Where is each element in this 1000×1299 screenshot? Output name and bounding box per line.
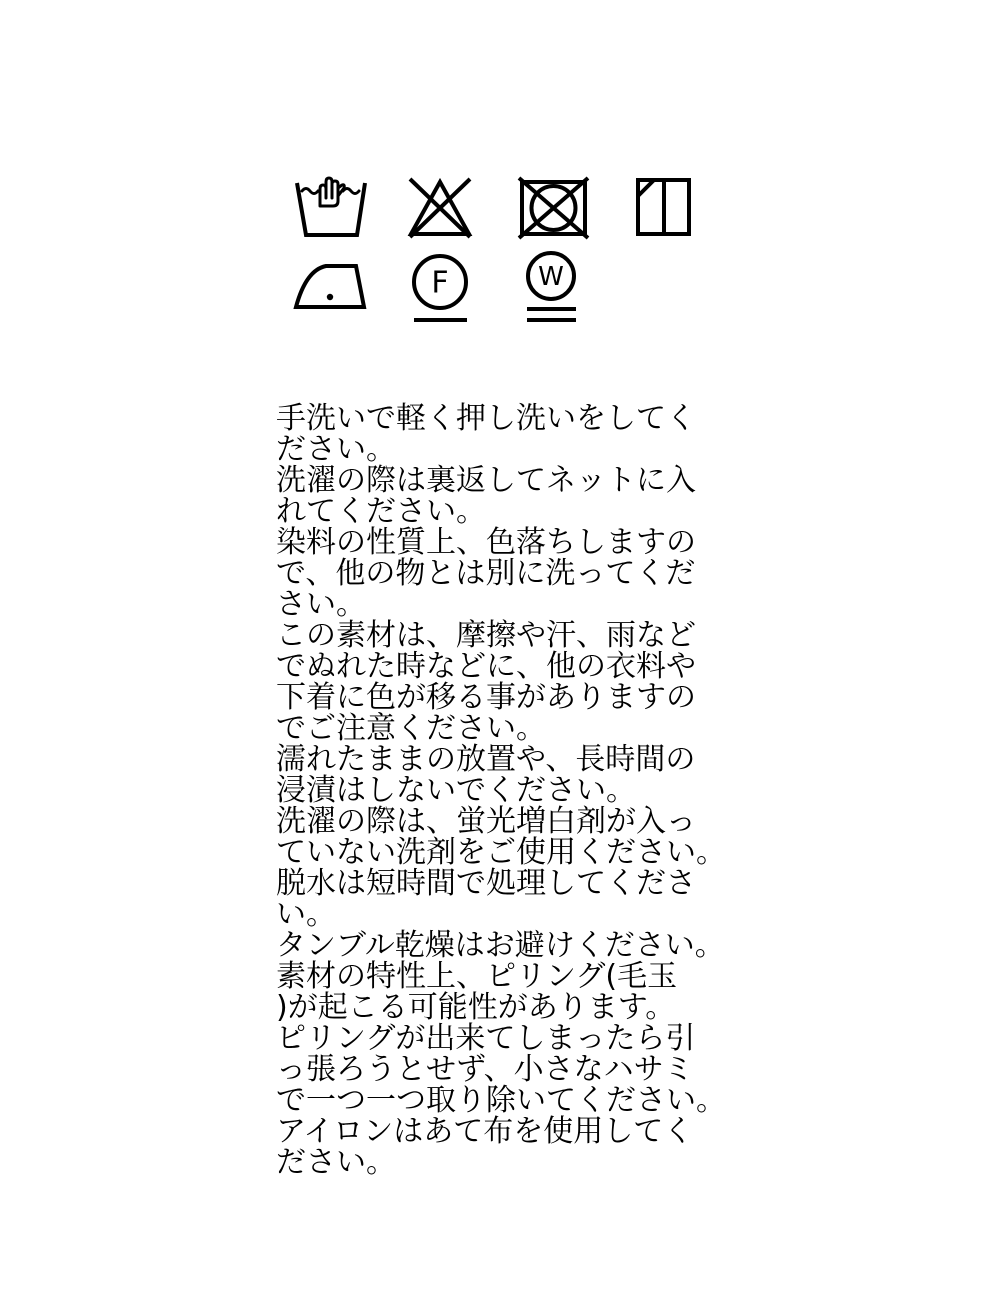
instruction-line: タンブル乾燥はお避けください。	[276, 928, 725, 963]
instruction-line: で一つ一つ取り除いてください。	[276, 1083, 726, 1118]
wet-clean-letter: W	[538, 262, 564, 292]
instruction-line: 下着に色が移る事がありますの	[276, 680, 696, 715]
line-dry-shade-icon	[630, 172, 696, 242]
instruction-line: 染料の性質上、色落ちしますの	[276, 525, 696, 560]
hand-wash-icon	[292, 172, 370, 242]
instruction-line: 濡れたままの放置や、長時間の	[276, 742, 696, 777]
iron-low-icon	[290, 256, 370, 316]
instruction-line: でご注意ください。	[276, 711, 546, 746]
instruction-line: い。	[276, 897, 336, 932]
instruction-line: 素材の特性上、ピリング(毛玉	[276, 959, 678, 994]
instruction-line: っ張ろうとせず、小さなハサミ	[276, 1052, 694, 1087]
instruction-line: で、他の物とは別に洗ってくだ	[276, 556, 696, 591]
instruction-line: アイロンはあて布を使用してく	[276, 1114, 694, 1149]
instruction-line: ピリングが出来てしまったら引	[276, 1021, 696, 1056]
instruction-line: ていない洗剤をご使用ください。	[276, 835, 726, 870]
instruction-line: れてください。	[276, 494, 486, 529]
instruction-line: ださい。	[276, 1145, 396, 1180]
instruction-line: でぬれた時などに、他の衣料や	[276, 649, 696, 684]
instruction-line: )が起こる可能性があります。	[276, 990, 676, 1025]
instruction-line: 脱水は短時間で処理してくださ	[276, 866, 696, 901]
instruction-line: さい。	[276, 587, 366, 622]
dry-clean-letter: F	[431, 265, 449, 301]
care-instructions	[276, 403, 736, 1178]
instruction-line: 手洗いで軽く押し洗いをしてく	[276, 401, 696, 436]
instruction-line: この素材は、摩擦や汗、雨など	[276, 618, 696, 653]
no-bleach-icon	[404, 174, 476, 242]
instruction-line: 浸漬はしないでください。	[276, 773, 636, 808]
dry-clean-mild-icon	[406, 250, 474, 326]
no-tumble-dry-icon	[514, 174, 592, 242]
instruction-line: ださい。	[276, 432, 396, 467]
wet-clean-very-mild-icon	[520, 248, 584, 326]
instruction-line: 洗濯の際は、蛍光増白剤が入っ	[276, 804, 696, 839]
instruction-line: 洗濯の際は裏返してネットに入	[276, 463, 696, 498]
